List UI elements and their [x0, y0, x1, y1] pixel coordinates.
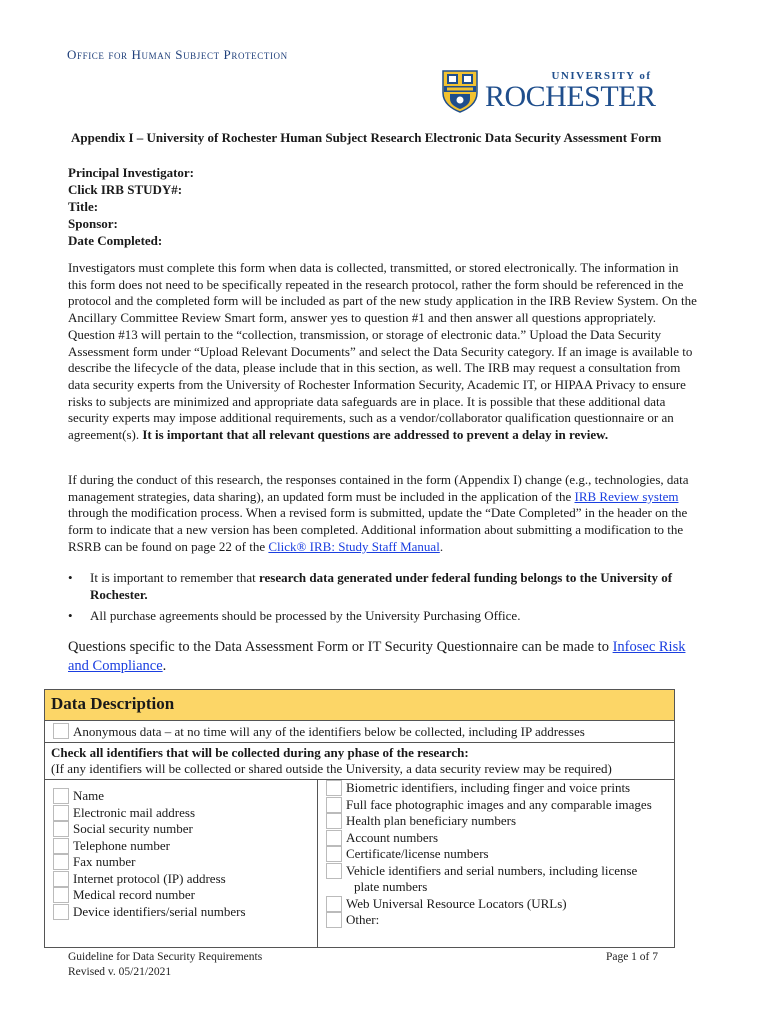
bullet-item [68, 608, 708, 625]
study-staff-manual-link[interactable]: Click® IRB: Study Staff Manual [268, 538, 440, 554]
check-note: (If any identifiers will be collected or shared outside the University, a data security review may be required) [51, 761, 612, 776]
identifier-certificate[interactable] [326, 846, 668, 863]
identifier-label: Vehicle identifiers and serial numbers, including license [346, 862, 638, 878]
infosec-link[interactable]: Infosec Risk and Compliance [68, 639, 686, 674]
intro-bold-text: It is important that all relevant questions are addressed to prevent a delay in review. [142, 427, 609, 443]
questions-text: Questions specific to the Data Assessment Form or IT Security Questionnaire can be made to [68, 639, 613, 655]
identifier-health-plan[interactable] [326, 813, 668, 830]
checkbox[interactable] [53, 788, 69, 804]
bullet-bold-text: research data generated under federal funding belongs to the University of Rochester. [90, 570, 673, 602]
checkbox[interactable] [326, 797, 342, 813]
page-footer [68, 950, 658, 980]
checkbox[interactable] [326, 912, 342, 928]
footer-page-number: Page 1 of 7 [605, 951, 658, 963]
checkbox[interactable] [326, 813, 342, 829]
anonymous-data-checkbox[interactable] [53, 723, 69, 739]
anonymous-data-row [45, 721, 675, 743]
university-shield-icon [441, 69, 479, 113]
check-instruction: Check all identifiers that will be collected during any phase of the research: [51, 745, 469, 760]
identifier-other[interactable] [326, 912, 668, 929]
identifier-label: Other: [346, 912, 380, 927]
footer-revised: Revised v. 05/21/2021 [68, 966, 172, 978]
checkbox[interactable] [53, 854, 69, 870]
identifier-account[interactable] [326, 830, 668, 847]
identifier-urls[interactable] [326, 896, 668, 913]
identifier-vehicle[interactable] [326, 863, 668, 880]
questions-paragraph [68, 638, 698, 676]
data-description-header: Data Description [45, 690, 675, 721]
bullet-text: It is important to remember that [90, 570, 259, 585]
bullet-icon: • [68, 570, 73, 585]
identifiers-right-column [318, 780, 675, 948]
logo-rochester-label: ROCHESTER [485, 79, 656, 113]
irb-study-number-label: Click IRB STUDY#: [68, 182, 183, 197]
anonymous-data-label: Anonymous data – at no time will any of the identifiers below be collected, including IP addresses [73, 724, 585, 739]
checkbox[interactable] [326, 846, 342, 862]
modification-text-3: . [439, 538, 444, 554]
bullet-text: All purchase agreements should be processed by the University Purchasing Office. [90, 608, 521, 623]
identifier-telephone[interactable] [53, 838, 311, 855]
logo-university-label: UNIVERSITY of [551, 69, 652, 82]
identifier-label: Certificate/license numbers [346, 846, 489, 861]
questions-end: . [162, 658, 167, 674]
sponsor-label: Sponsor: [68, 216, 118, 231]
identifier-name[interactable] [53, 788, 311, 805]
checkbox[interactable] [326, 863, 342, 879]
identifier-face-images[interactable] [326, 797, 668, 814]
identifier-label: Social security number [73, 821, 193, 836]
bullet-item [68, 570, 708, 603]
identifier-vehicle-continuation: plate numbers [354, 879, 428, 894]
title-label: Title: [68, 199, 99, 214]
checkbox[interactable] [53, 904, 69, 920]
identifier-label: Internet protocol (IP) address [73, 870, 226, 886]
identifier-label: Telephone number [73, 837, 170, 853]
university-logo [441, 69, 656, 113]
identifier-device[interactable] [53, 904, 311, 921]
intro-text: Investigators must complete this form when data is collected, transmitted, or stored electronically. The information in this form does not need to be specifically repeated in the research protocol, rather the form should be referenced in the protocol and the completed form will be included as part of the new study application in the IRB Review System. On the Ancillary Committee Review Smart form, answer yes to question #1 and then answer all questions appropriately. Question #13 will pertain to the “collection, transmission, or storage of electronic data.” Upload the Data Security Assessment form under “Upload Relevant Documents” and select the Data Security category. If an image is available to describe the lifecycle of the data, please include that in this section, as well. The IRB may request a consultation from data security experts from the University of Rochester Information Security, Academic IT, or HIPAA Privacy to ensure risks to subjects are minimized and appropriate data safeguards are in place. It is possible that these additional data security experts may impose additional requirements, such as a vendor/collaborator qualification questionnaire or an agreement(s). [68, 260, 697, 443]
data-description-table [44, 689, 675, 948]
appendix-title: Appendix I – University of Rochester Human Subject Research Electronic Data Security Assessment Form [71, 130, 662, 145]
identifier-label: Electronic mail address [73, 804, 196, 820]
modification-paragraph [68, 472, 698, 556]
modification-text-1: If during the conduct of this research, the responses contained in the form (Appendix I) change (e.g., technologies, data management strategies, data sharing), an updated form must be included in the application of the [68, 472, 689, 504]
identifier-label: Medical record number [73, 887, 196, 902]
footer-guideline: Guideline for Data Security Requirements [68, 951, 263, 963]
checkbox[interactable] [326, 830, 342, 846]
identifier-ssn[interactable] [53, 821, 311, 838]
identifier-instructions [45, 743, 675, 780]
date-completed-label: Date Completed: [68, 233, 163, 248]
bullet-icon: • [68, 608, 73, 623]
identifier-label: Account numbers [346, 829, 439, 845]
identifier-email[interactable] [53, 805, 311, 822]
checkbox[interactable] [53, 871, 69, 887]
irb-review-system-link[interactable]: IRB Review system [574, 488, 679, 504]
identifiers-left-column [45, 780, 318, 948]
identifier-label: Fax number [73, 854, 136, 869]
identifier-label: Name [73, 788, 105, 803]
checkbox[interactable] [53, 887, 69, 903]
identifier-label: Device identifiers/serial numbers [73, 903, 246, 919]
checkbox[interactable] [53, 805, 69, 821]
identifier-fax[interactable] [53, 854, 311, 871]
identifier-label: Health plan beneficiary numbers [346, 813, 517, 828]
form-header-fields [68, 164, 194, 249]
principal-investigator-label: Principal Investigator: [68, 165, 195, 180]
office-title: Office for Human Subject Protection [67, 47, 288, 62]
modification-text-2: through the modification process. When a revised form is submitted, update the “Date Completed” in the header on the form to indicate that a new version has been completed. Additional information about submitting a modification to the RSRB can be found on page 22 of the [68, 505, 688, 554]
checkbox[interactable] [53, 838, 69, 854]
bullet-list [68, 570, 708, 630]
checkbox[interactable] [326, 780, 342, 796]
identifier-label: Biometric identifiers, including finger and voice prints [346, 780, 631, 795]
identifier-ip-address[interactable] [53, 871, 311, 888]
checkbox[interactable] [326, 896, 342, 912]
identifier-biometric[interactable] [326, 780, 668, 797]
intro-paragraph [68, 260, 698, 444]
identifier-label: Full face photographic images and any comparable images [346, 796, 652, 812]
identifier-label: Web Universal Resource Locators (URLs) [346, 895, 567, 911]
checkbox[interactable] [53, 821, 69, 837]
identifier-medical-record[interactable] [53, 887, 311, 904]
